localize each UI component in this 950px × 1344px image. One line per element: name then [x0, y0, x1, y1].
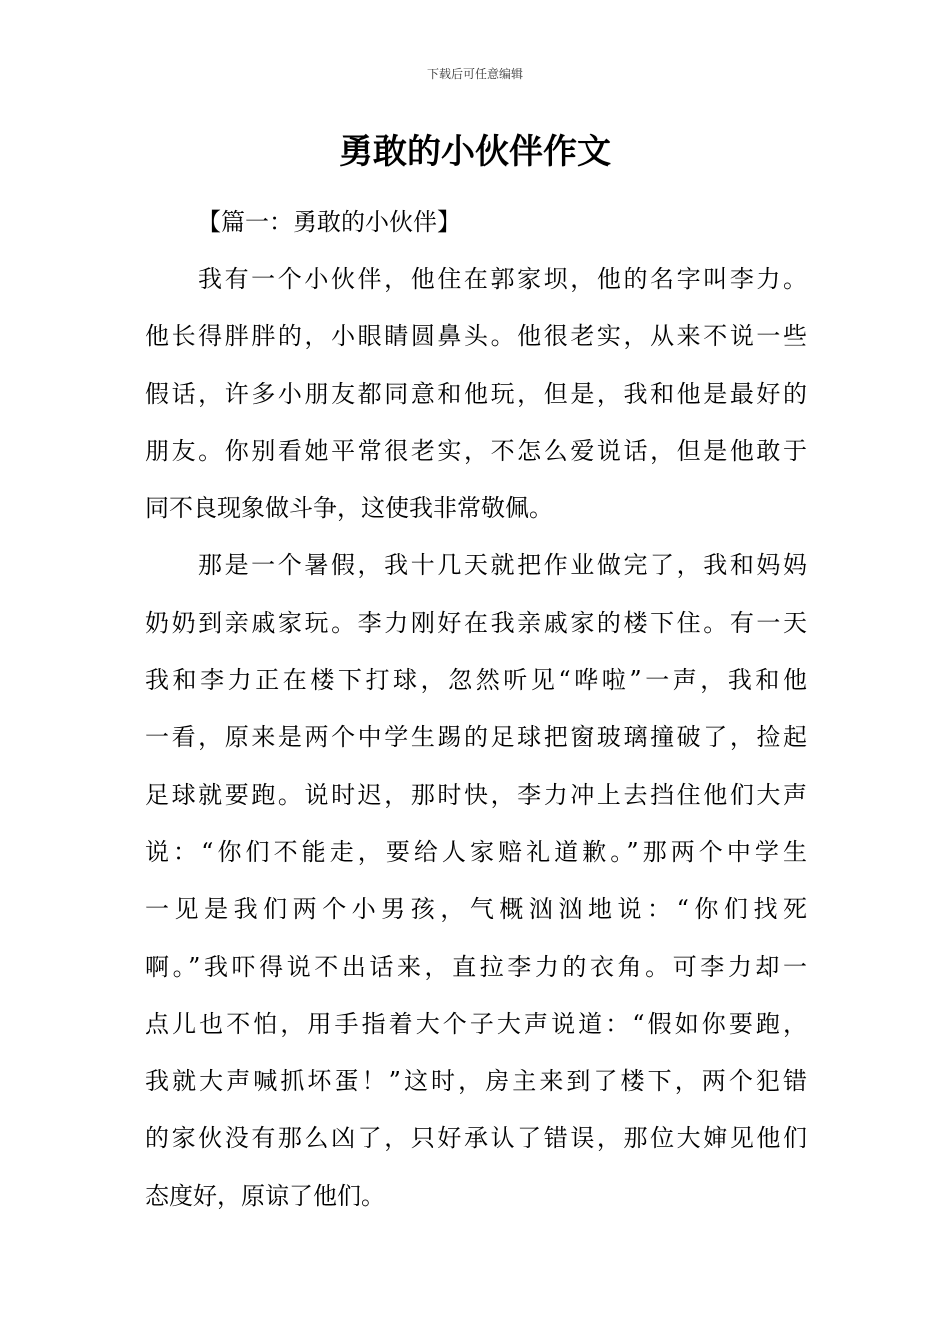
text-line: 他长得胖胖的，小眼睛圆鼻头。他很老实，从来不说一些 [145, 322, 807, 351]
text-line: 我就大声喊抓坏蛋！”这时，房主来到了楼下，两个犯错 [145, 1067, 807, 1096]
paragraph-2 [145, 537, 807, 1225]
text-line: 的家伙没有那么凶了，只好承认了错误，那位大婶见他们 [145, 1124, 807, 1153]
section-heading: 【篇一：勇敢的小伙伴】 [197, 208, 461, 236]
text-line: 一见是我们两个小男孩，气概汹汹地说：“你们找死 [145, 895, 807, 924]
text-line: 足球就要跑。说时迟，那时快，李力冲上去挡住他们大声 [145, 780, 807, 809]
text-line: 朋友。你别看她平常很老实，不怎么爱说话，但是他敢于 [145, 436, 807, 465]
text-line: 一看，原来是两个中学生踢的足球把窗玻璃撞破了，捡起 [145, 723, 807, 752]
text-line: 奶奶到亲戚家玩。李力刚好在我亲戚家的楼下住。有一天 [145, 608, 807, 637]
text-line: 我有一个小伙伴，他住在郭家坝，他的名字叫李力。 [198, 265, 807, 293]
header-note: 下载后可任意编辑 [426, 67, 523, 81]
text-line: 说：“你们不能走，要给人家赔礼道歉。”那两个中学生 [145, 837, 807, 866]
text-line: 假话，许多小朋友都同意和他玩，但是，我和他是最好的 [145, 379, 807, 408]
text-line: 同不良现象做斗争，这使我非常敬佩。 [145, 494, 553, 523]
text-line: 态度好，原谅了他们。 [145, 1181, 385, 1210]
text-line: 点儿也不怕，用手指着大个子大声说道：“假如你要跑， [145, 1009, 807, 1038]
text-line: 那是一个暑假，我十几天就把作业做完了，我和妈妈 [198, 551, 807, 580]
text-line: 我和李力正在楼下打球，忽然听见“哗啦”一声，我和他 [145, 666, 807, 695]
document-body [145, 194, 807, 1225]
document-title: 勇敢的小伙伴作文 [339, 132, 611, 172]
paragraph-1 [145, 251, 807, 537]
text-line: 啊。”我吓得说不出话来，直拉李力的衣角。可李力却一 [145, 952, 807, 981]
